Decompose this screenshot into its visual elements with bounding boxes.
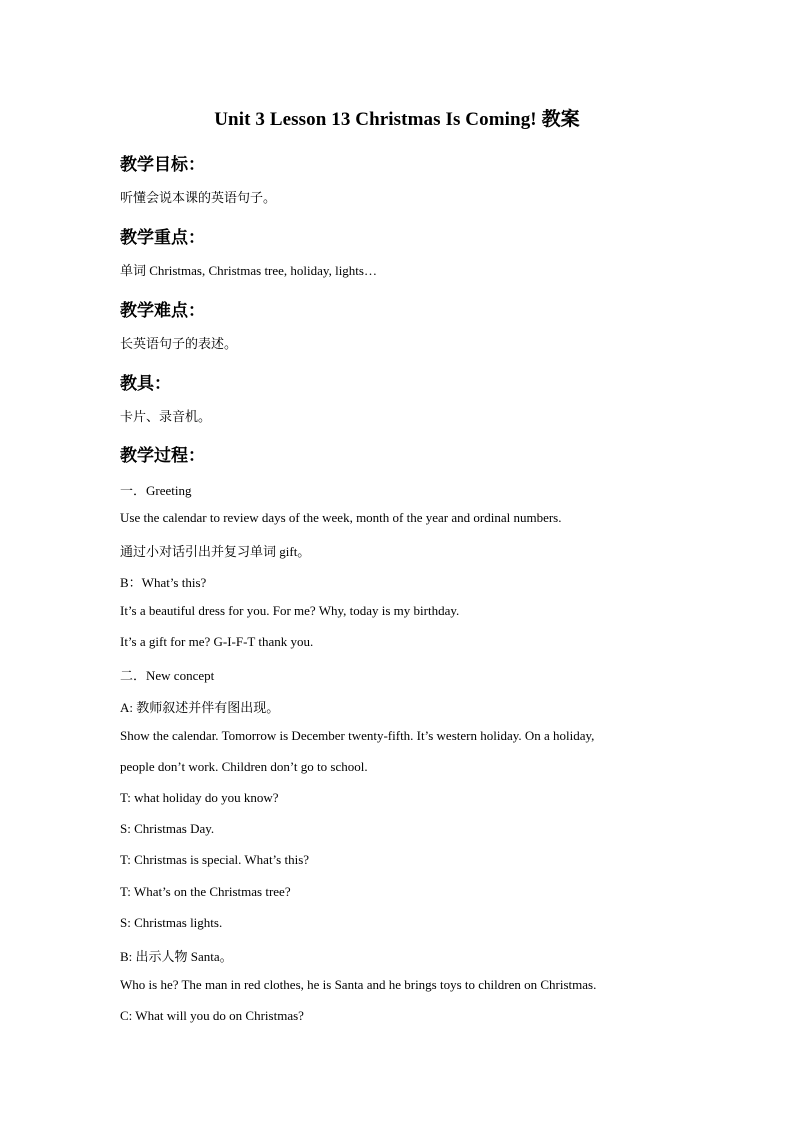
process-line: C: What will you do on Christmas? — [120, 1008, 304, 1023]
process-line: 二．New concept — [120, 668, 215, 683]
process-line: Show the calendar. Tomorrow is December twenty-fifth. It’s western holiday. On a holiday, — [120, 728, 595, 743]
objectives-heading: 教学目标： — [120, 155, 205, 175]
process-line: B：What’s this? — [120, 575, 207, 590]
difficulties-heading: 教学难点： — [120, 301, 205, 321]
process-line: S: Christmas lights. — [120, 915, 223, 930]
process-line: T: Christmas is special. What’s this? — [120, 852, 310, 867]
tools-heading: 教具： — [120, 374, 171, 394]
process-line: It’s a beautiful dress for you. For me? Why, today is my birthday. — [120, 603, 460, 618]
document-title: Unit 3 Lesson 13 Christmas Is Coming! 教案 — [214, 109, 580, 130]
process-heading: 教学过程： — [120, 446, 205, 466]
process-line: Use the calendar to review days of the week, month of the year and ordinal numbers. — [120, 510, 562, 525]
process-line: It’s a gift for me? G-I-F-T thank you. — [120, 634, 314, 649]
process-line: 一．Greeting — [120, 483, 192, 498]
tools-text: 卡片、录音机。 — [120, 409, 212, 424]
process-line: S: Christmas Day. — [120, 821, 215, 836]
process-line: Who is he? The man in red clothes, he is Santa and he brings toys to children on Christmas. — [120, 977, 597, 992]
key-points-text: 单词 Christmas, Christmas tree, holiday, lights… — [120, 263, 377, 278]
objectives-text: 听懂会说本课的英语句子。 — [120, 190, 277, 205]
process-line: people don’t work. Children don’t go to school. — [120, 759, 368, 774]
process-line: B: 出示人物 Santa。 — [120, 949, 233, 964]
difficulties-text: 长英语句子的表述。 — [120, 336, 238, 351]
process-line: 通过小对话引出并复习单词 gift。 — [120, 544, 311, 559]
process-line: T: what holiday do you know? — [120, 790, 279, 805]
key-points-heading: 教学重点： — [120, 228, 205, 248]
process-line: T: What’s on the Christmas tree? — [120, 884, 291, 899]
process-line: A: 教师叙述并伴有图出现。 — [120, 700, 280, 715]
